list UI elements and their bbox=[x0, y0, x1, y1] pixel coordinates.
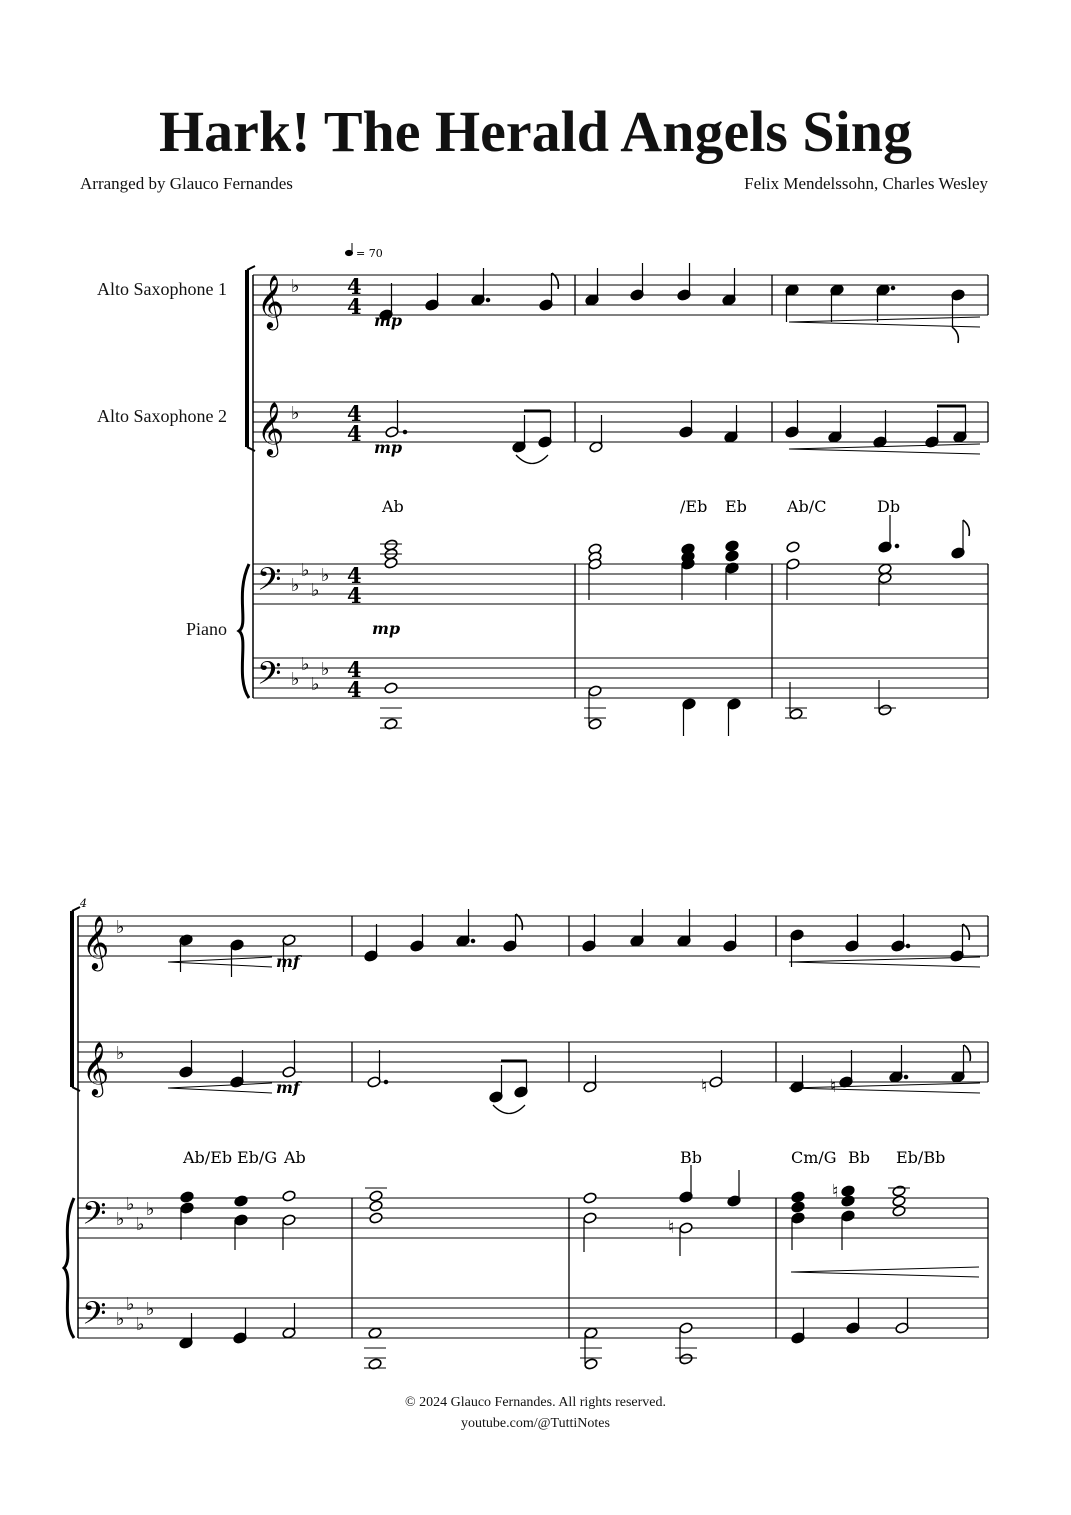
instrument-label-alto-sax-1: Alto Saxophone 1 bbox=[97, 279, 227, 299]
key-signature-flat: ♭ bbox=[146, 1199, 155, 1220]
piano-chord-note bbox=[841, 1195, 855, 1207]
key-signature-flat: ♭ bbox=[301, 654, 310, 675]
crescendo-hairpin bbox=[789, 317, 980, 322]
key-signature-flat: ♭ bbox=[291, 575, 300, 596]
augmentation-dot bbox=[471, 939, 475, 943]
piano-chord-note bbox=[725, 550, 739, 562]
crescendo-hairpin bbox=[791, 1272, 979, 1277]
time-signature-top: 4 bbox=[347, 657, 362, 682]
key-signature-flat: ♭ bbox=[116, 1309, 125, 1330]
chord-symbol: Db bbox=[877, 497, 901, 516]
piano-chord-note bbox=[679, 1222, 693, 1234]
piano-chord-note bbox=[791, 1212, 805, 1224]
piano-bass-note bbox=[679, 1353, 693, 1365]
treble-clef-icon: 𝄞 bbox=[82, 915, 110, 969]
piano-chord-note bbox=[583, 1212, 597, 1224]
time-signature-bottom: 4 bbox=[347, 294, 362, 319]
key-signature-flat: ♭ bbox=[116, 917, 125, 938]
augmentation-dot bbox=[895, 544, 899, 548]
piano-brace bbox=[239, 564, 249, 698]
piano-chord-note bbox=[725, 540, 739, 552]
dynamic-marking: mp bbox=[374, 311, 403, 330]
piano-bass-note bbox=[588, 718, 602, 730]
chord-symbol: Ab bbox=[382, 497, 404, 516]
key-signature-flat: ♭ bbox=[301, 560, 310, 581]
piano-chord-note bbox=[369, 1212, 383, 1224]
chord-symbol: /Eb bbox=[680, 497, 708, 516]
note-flag bbox=[964, 1045, 970, 1061]
augmentation-dot bbox=[904, 1075, 908, 1079]
treble-clef-icon: 𝄞 bbox=[82, 1041, 110, 1095]
key-signature-flat: ♭ bbox=[126, 1194, 135, 1215]
time-signature-bottom: 4 bbox=[347, 583, 362, 608]
chord-symbol: Cm/G bbox=[791, 1148, 837, 1167]
tempo-note-icon bbox=[346, 250, 353, 255]
augmentation-dot bbox=[384, 1080, 388, 1084]
dynamic-marking: mp bbox=[372, 619, 401, 638]
key-signature-flat: ♭ bbox=[291, 276, 300, 297]
chord-symbol: Ab/C bbox=[787, 497, 827, 516]
piano-bass-note bbox=[588, 685, 602, 697]
time-signature-bottom: 4 bbox=[347, 421, 362, 446]
piano-chord-note bbox=[791, 1201, 805, 1213]
crescendo-hairpin bbox=[168, 1088, 272, 1093]
ensemble-bracket bbox=[72, 1087, 80, 1091]
instrument-label-piano: Piano bbox=[185, 619, 227, 639]
ensemble-bracket bbox=[72, 907, 80, 911]
crescendo-hairpin bbox=[789, 1088, 980, 1093]
bass-clef-icon: 𝄢 bbox=[257, 655, 282, 699]
crescendo-hairpin bbox=[789, 962, 980, 967]
copyright-notice: © 2024 Glauco Fernandes. All rights reserved. bbox=[404, 1395, 667, 1410]
piano-chord-note bbox=[841, 1210, 855, 1222]
chord-symbol: Bb bbox=[680, 1148, 702, 1167]
key-signature-flat: ♭ bbox=[321, 659, 330, 680]
crescendo-hairpin bbox=[789, 1083, 980, 1088]
piano-chord-note bbox=[180, 1191, 194, 1203]
instrument-label-alto-sax-2: Alto Saxophone 2 bbox=[97, 406, 227, 426]
measure-number: 4 bbox=[80, 897, 87, 910]
piano-chord-note bbox=[583, 1192, 597, 1204]
piano-chord-note bbox=[282, 1190, 296, 1202]
chord-symbol: Ab bbox=[284, 1148, 306, 1167]
chord-symbol: Eb/G bbox=[237, 1148, 278, 1167]
dynamic-marking: mp bbox=[374, 438, 403, 457]
piano-brace bbox=[64, 1198, 74, 1338]
piano-bass-note bbox=[679, 1322, 693, 1334]
natural-accidental: ♮ bbox=[668, 1217, 675, 1238]
piano-chord-note bbox=[369, 1200, 383, 1212]
note-flag bbox=[963, 520, 969, 536]
key-signature-flat: ♭ bbox=[126, 1294, 135, 1315]
piano-chord-note bbox=[786, 558, 800, 570]
piano-bass-note bbox=[584, 1327, 598, 1339]
piano-chord-note bbox=[180, 1202, 194, 1214]
augmentation-dot bbox=[891, 286, 895, 290]
key-signature-flat: ♭ bbox=[136, 1314, 145, 1335]
piano-chord-note bbox=[892, 1205, 906, 1217]
natural-accidental: ♮ bbox=[832, 1181, 839, 1202]
piano-chord-note bbox=[791, 1191, 805, 1203]
bass-clef-icon: 𝄢 bbox=[257, 561, 282, 605]
time-signature-top: 4 bbox=[347, 563, 362, 588]
time-signature-top: 4 bbox=[347, 274, 362, 299]
augmentation-dot bbox=[906, 944, 910, 948]
piano-bass-note bbox=[584, 1358, 598, 1370]
tempo-marking: = 70 bbox=[356, 247, 383, 260]
treble-clef-icon: 𝄞 bbox=[257, 401, 285, 455]
crescendo-hairpin bbox=[168, 1083, 272, 1088]
augmentation-dot bbox=[486, 298, 490, 302]
time-signature-bottom: 4 bbox=[347, 677, 362, 702]
crescendo-hairpin bbox=[168, 962, 272, 967]
dynamic-marking: mf bbox=[276, 1078, 300, 1097]
piano-bass-note bbox=[368, 1327, 382, 1339]
slur bbox=[493, 1105, 525, 1114]
footer-link: youtube.com/@TuttiNotes bbox=[461, 1416, 610, 1431]
dynamic-marking: mf bbox=[276, 952, 300, 971]
arranger-credit: Arranged by Glauco Fernandes bbox=[80, 174, 293, 193]
key-signature-flat: ♭ bbox=[291, 669, 300, 690]
piano-chord-note bbox=[384, 557, 398, 569]
score-title: Hark! The Herald Angels Sing bbox=[158, 99, 913, 164]
piano-chord-note bbox=[369, 1190, 383, 1202]
composer-credit: Felix Mendelssohn, Charles Wesley bbox=[744, 174, 988, 193]
key-signature-flat: ♭ bbox=[116, 1043, 125, 1064]
key-signature-flat: ♭ bbox=[291, 403, 300, 424]
crescendo-hairpin bbox=[789, 449, 980, 454]
bass-clef-icon: 𝄢 bbox=[82, 1195, 107, 1239]
time-signature-top: 4 bbox=[347, 401, 362, 426]
ensemble-bracket bbox=[247, 447, 255, 451]
piano-bass-note bbox=[878, 704, 892, 716]
key-signature-flat: ♭ bbox=[136, 1214, 145, 1235]
key-signature-flat: ♭ bbox=[321, 565, 330, 586]
natural-accidental: ♮ bbox=[701, 1076, 708, 1097]
ensemble-bracket bbox=[247, 266, 255, 270]
slur bbox=[516, 455, 548, 464]
crescendo-hairpin bbox=[789, 322, 980, 327]
piano-chord-note bbox=[786, 541, 800, 553]
piano-bass-note bbox=[384, 682, 398, 694]
key-signature-flat: ♭ bbox=[311, 580, 320, 601]
treble-clef-icon: 𝄞 bbox=[257, 274, 285, 328]
piano-chord-note bbox=[234, 1214, 248, 1226]
piano-chord-note bbox=[841, 1185, 855, 1197]
key-signature-flat: ♭ bbox=[116, 1209, 125, 1230]
crescendo-hairpin bbox=[791, 1267, 979, 1272]
note-flag bbox=[952, 327, 958, 343]
piano-chord-note bbox=[892, 1195, 906, 1207]
piano-chord-note bbox=[234, 1195, 248, 1207]
chord-symbol: Ab/Eb bbox=[183, 1148, 233, 1167]
chord-symbol: Eb/Bb bbox=[896, 1148, 946, 1167]
bass-clef-icon: 𝄢 bbox=[82, 1295, 107, 1339]
chord-symbol: Bb bbox=[848, 1148, 870, 1167]
crescendo-hairpin bbox=[168, 957, 272, 962]
chord-symbol: Eb bbox=[725, 497, 747, 516]
key-signature-flat: ♭ bbox=[311, 674, 320, 695]
key-signature-flat: ♭ bbox=[146, 1299, 155, 1320]
piano-chord-note bbox=[892, 1185, 906, 1197]
piano-chord-note bbox=[282, 1214, 296, 1226]
augmentation-dot bbox=[403, 430, 407, 434]
